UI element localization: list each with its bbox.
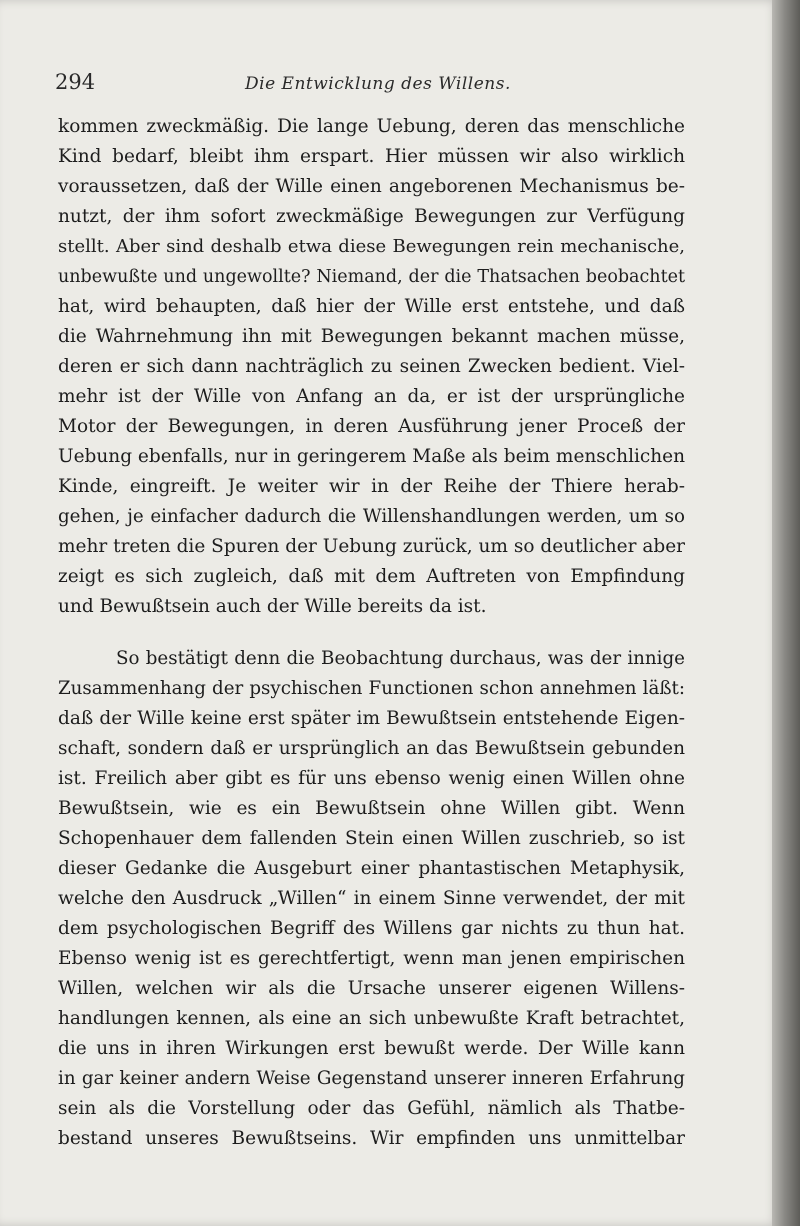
text-line: voraussetzen, daß der Wille einen angeborenen Mechanismus be- (58, 176, 685, 197)
text-line: mehr ist der Wille von Anfang an da, er ist der ursprüngliche (58, 386, 685, 407)
text-line: Schopenhauer dem fallenden Stein einen Willen zuschrieb, so ist (58, 828, 685, 849)
page-header (55, 70, 685, 100)
text-line: mehr treten die Spuren der Uebung zurück, um so deutlicher aber (58, 536, 685, 557)
text-line: in gar keiner andern Weise Gegenstand unserer inneren Erfahrung (58, 1068, 685, 1089)
text-line: Kind bedarf, bleibt ihm erspart. Hier müssen wir also wirklich (58, 146, 685, 167)
text-line: Ebenso wenig ist es gerechtfertigt, wenn man jenen empirischen (58, 948, 685, 969)
text-line: stellt. Aber sind deshalb etwa diese Bewegungen rein mechanische, (58, 236, 685, 257)
text-line: handlungen kennen, als eine an sich unbewußte Kraft betrachtet, (58, 1008, 685, 1029)
text-line: Motor der Bewegungen, in deren Ausführung jener Proceß der (58, 416, 685, 437)
running-head: Die Entwicklung des Willens. (245, 74, 511, 94)
text-line: Willen, welchen wir als die Ursache unserer eigenen Willens- (58, 978, 685, 999)
text-line: Uebung ebenfalls, nur in geringerem Maße als beim menschlichen (58, 446, 686, 467)
text-line: Bewußtsein, wie es ein Bewußtsein ohne Willen gibt. Wenn (58, 798, 685, 819)
paragraph-1 (58, 112, 685, 622)
paragraph-spacer (58, 622, 685, 644)
text-line: So bestätigt denn die Beobachtung durchaus, was der innige (116, 648, 685, 669)
text-line: dieser Gedanke die Ausgeburt einer phantastischen Metaphysik, (58, 858, 685, 879)
text-line: die uns in ihren Wirkungen erst bewußt werde. Der Wille kann (58, 1038, 685, 1059)
text-line: schaft, sondern daß er ursprünglich an das Bewußtsein gebunden (58, 738, 685, 759)
text-line: zeigt es sich zugleich, daß mit dem Auftreten von Empfindung (58, 566, 685, 587)
text-line: welche den Ausdruck „Willen“ in einem Sinne verwendet, der mit (58, 888, 685, 909)
text-line: unbewußte und ungewollte? Niemand, der die Thatsachen beobachtet (58, 267, 685, 287)
body-text (58, 112, 685, 1154)
text-line: dem psychologischen Begriff des Willens gar nichts zu thun hat. (58, 918, 685, 939)
text-line: deren er sich dann nachträglich zu seinen Zwecken bedient. Viel- (58, 356, 685, 377)
page-number: 294 (55, 70, 96, 94)
text-line: sein als die Vorstellung oder das Gefühl, nämlich als Thatbe- (58, 1098, 685, 1119)
paragraph-2 (58, 644, 685, 1154)
text-line: daß der Wille keine erst später im Bewußtsein entstehende Eigen- (58, 708, 685, 729)
text-line: Kinde, eingreift. Je weiter wir in der Reihe der Thiere herab- (58, 476, 685, 497)
book-binding-edge (772, 0, 800, 1226)
text-line: Zusammenhang der psychischen Functionen schon annehmen läßt: (58, 678, 685, 699)
text-line: hat, wird behaupten, daß hier der Wille erst entstehe, und daß (58, 296, 685, 317)
text-line: bestand unseres Bewußtseins. Wir empfinden uns unmittelbar (58, 1128, 685, 1149)
text-line: kommen zweckmäßig. Die lange Uebung, deren das menschliche (58, 116, 685, 137)
text-line: nutzt, der ihm sofort zweckmäßige Bewegungen zur Verfügung (58, 206, 685, 227)
text-line: und Bewußtsein auch der Wille bereits da ist. (58, 596, 487, 617)
text-line: die Wahrnehmung ihn mit Bewegungen bekannt machen müsse, (58, 326, 685, 347)
text-line: gehen, je einfacher dadurch die Willenshandlungen werden, um so (58, 506, 685, 527)
text-line: ist. Freilich aber gibt es für uns ebenso wenig einen Willen ohne (58, 768, 685, 789)
